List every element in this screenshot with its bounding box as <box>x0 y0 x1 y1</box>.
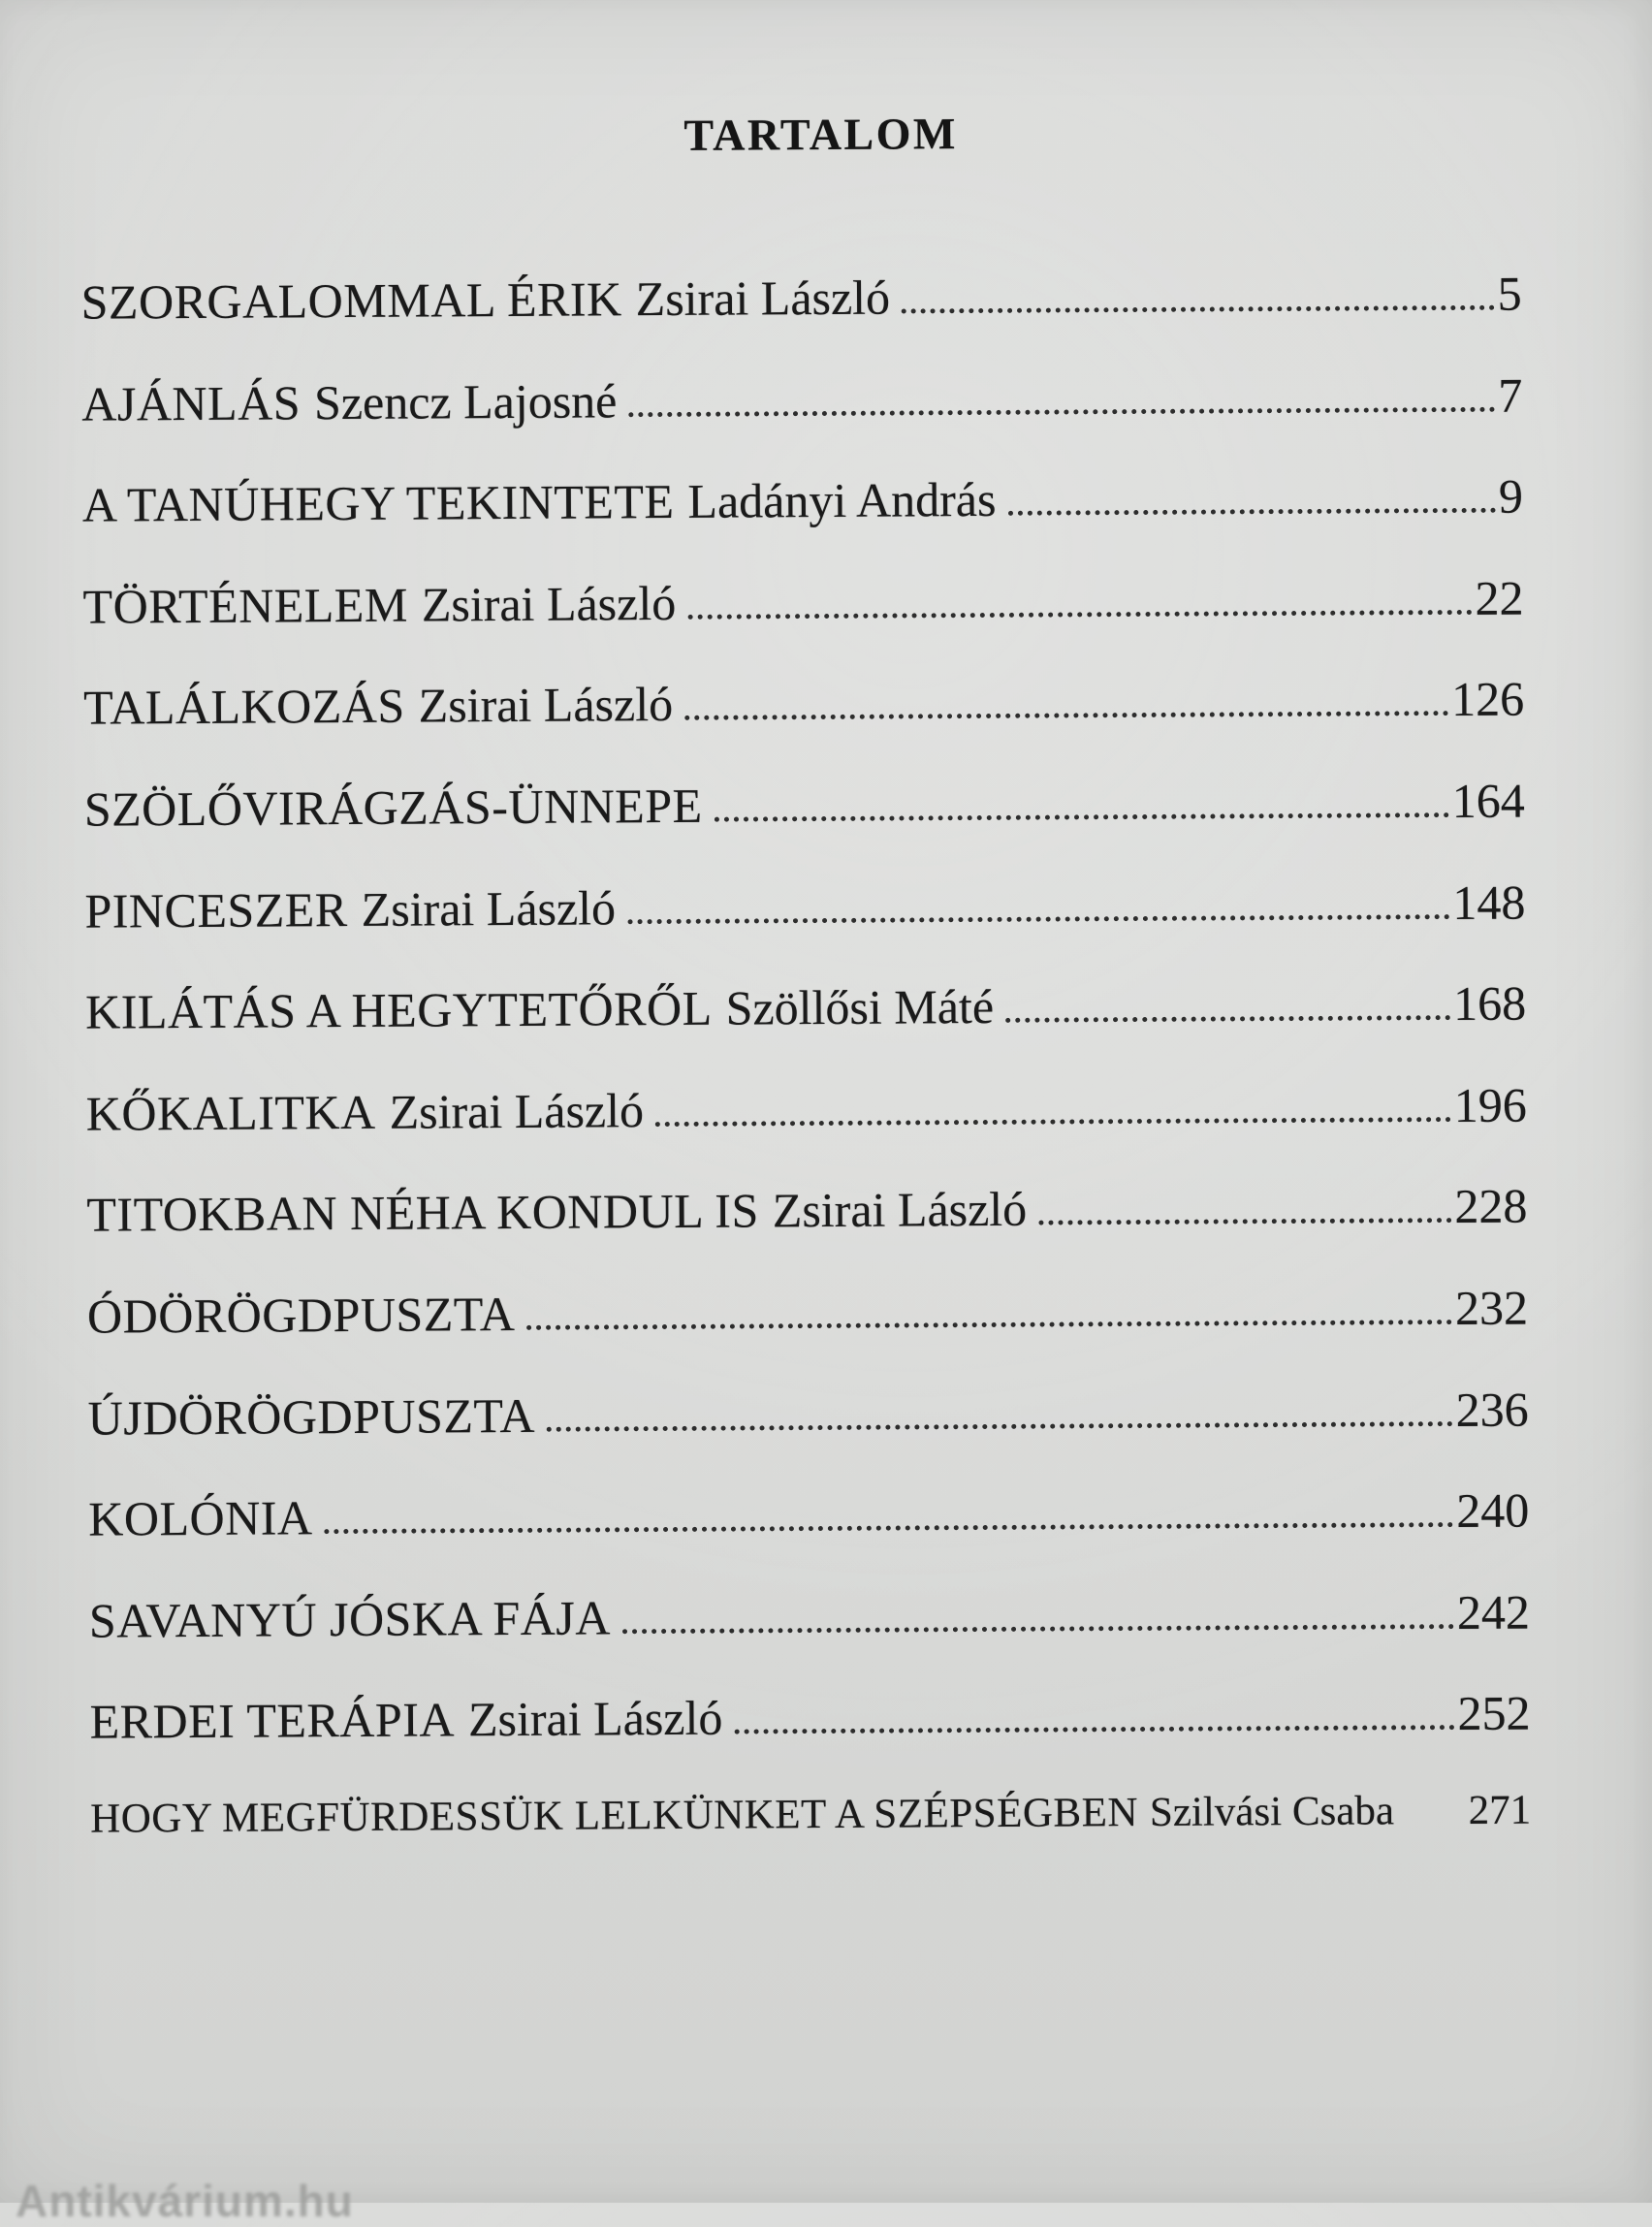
dot-leader <box>687 610 1472 620</box>
dot-leader <box>715 812 1449 822</box>
toc-entry-text <box>80 270 890 331</box>
entry-page-number: 168 <box>1453 975 1526 1032</box>
entry-page-number: 22 <box>1475 569 1523 625</box>
toc-entry-text <box>89 1589 611 1648</box>
toc-entry-text <box>83 676 673 736</box>
toc-row <box>84 773 1526 883</box>
toc-row <box>85 975 1527 1086</box>
entry-author: Zsirai László <box>389 1083 644 1139</box>
toc-entry-text <box>84 879 616 939</box>
toc-row <box>90 1786 1532 1896</box>
entry-author: Szencz Lajosné <box>314 373 618 429</box>
toc-entry-text <box>86 1181 1027 1243</box>
entry-author: Zsirai László <box>773 1182 1028 1238</box>
toc-row <box>83 671 1525 781</box>
entry-title: SZORGALOMMAL ÉRIK <box>80 271 621 329</box>
toc-row <box>86 1178 1528 1288</box>
entry-page-number: 164 <box>1452 773 1525 829</box>
entry-title: AJÁNLÁS <box>81 375 301 430</box>
toc-entry-text <box>88 1489 313 1546</box>
entry-title: SZÖLŐVIRÁGZÁS-ÜNNEPE <box>84 779 703 837</box>
entry-page-number: 242 <box>1457 1583 1530 1639</box>
entry-title: ÚJDÖRÖGDPUSZTA <box>88 1387 536 1445</box>
entry-author: Zsirai László <box>636 270 891 327</box>
entry-page-number: 9 <box>1499 468 1523 525</box>
dot-leader <box>734 1725 1454 1734</box>
toc-row <box>86 1076 1528 1187</box>
entry-author: Ladányi András <box>687 472 996 528</box>
toc-row <box>89 1685 1531 1796</box>
entry-title: PINCESZER <box>84 882 348 939</box>
toc-entry-text <box>82 471 997 533</box>
entry-page-number: 228 <box>1454 1178 1527 1234</box>
entry-title: HOGY MEGFÜRDESSÜK LELKÜNKET A SZÉPSÉGBEN <box>90 1790 1138 1842</box>
page-title: TARTALOM <box>0 104 1647 165</box>
toc-entry-text <box>90 1787 1394 1842</box>
toc-row <box>82 569 1524 680</box>
entry-title: TALÁLKOZÁS <box>83 679 405 735</box>
entry-title: TITOKBAN NÉHA KONDUL IS <box>86 1184 759 1242</box>
toc-row <box>81 366 1523 477</box>
toc-entry-text <box>87 1386 535 1446</box>
dot-leader <box>1005 1015 1450 1023</box>
entry-page-number: 196 <box>1454 1076 1527 1132</box>
toc-entry-text <box>81 372 617 431</box>
entry-page-number: 148 <box>1452 874 1525 930</box>
toc-entry-text <box>87 1286 516 1345</box>
entry-author: Zsirai László <box>468 1691 723 1747</box>
entry-page-number: 236 <box>1455 1381 1528 1437</box>
dot-leader <box>902 305 1495 314</box>
toc-entry-text <box>85 978 994 1040</box>
entry-author: Szöllősi Máté <box>725 979 994 1035</box>
entry-page-number: 271 <box>1469 1786 1532 1833</box>
toc-entry-text <box>84 778 703 838</box>
dot-leader <box>1038 1218 1451 1225</box>
entry-title: SAVANYÚ JÓSKA FÁJA <box>89 1590 611 1647</box>
entry-page-number: 7 <box>1498 366 1522 423</box>
entry-author: Zsirai László <box>422 576 677 632</box>
dot-leader <box>527 1320 1453 1330</box>
toc-entry-text <box>82 575 676 635</box>
toc-row <box>89 1583 1531 1694</box>
entry-title: ERDEI TERÁPIA <box>89 1693 455 1749</box>
entry-page-number: 5 <box>1497 266 1521 322</box>
dot-leader <box>325 1522 1454 1534</box>
toc-row <box>84 874 1526 984</box>
entry-author: Zsirai László <box>419 677 674 733</box>
entry-title: KOLÓNIA <box>88 1490 313 1545</box>
entry-author: Zsirai László <box>362 880 617 937</box>
entry-title: KŐKALITKA <box>86 1085 376 1141</box>
entry-page-number: 240 <box>1456 1482 1529 1539</box>
entry-page-number: 252 <box>1457 1685 1530 1741</box>
dot-leader <box>622 1624 1454 1634</box>
entry-title: TÖRTÉNELEM <box>82 577 408 633</box>
toc-row <box>87 1381 1529 1491</box>
entry-page-number: 126 <box>1451 671 1524 727</box>
dot-leader <box>684 711 1448 720</box>
table-of-contents <box>80 266 1531 1897</box>
dot-leader <box>655 1117 1451 1127</box>
entry-title: KILÁTÁS A HEGYTETŐRŐL <box>85 981 713 1039</box>
toc-row <box>82 468 1524 579</box>
toc-entry-text <box>89 1690 722 1750</box>
dot-leader <box>627 914 1449 924</box>
dot-leader <box>628 406 1495 416</box>
entry-title: ÓDÖRÖGDPUSZTA <box>87 1287 516 1344</box>
toc-row <box>80 266 1522 376</box>
antikvarium-watermark: Antikvárium.hu <box>16 2175 354 2227</box>
dot-leader <box>1007 508 1496 516</box>
toc-row <box>87 1280 1529 1390</box>
dot-leader <box>547 1421 1453 1432</box>
entry-page-number: 232 <box>1455 1280 1528 1336</box>
toc-entry-text <box>86 1082 645 1142</box>
entry-title: A TANÚHEGY TEKINTETE <box>82 474 675 532</box>
entry-author: Szilvási Csaba <box>1150 1788 1394 1835</box>
toc-row <box>88 1482 1530 1593</box>
